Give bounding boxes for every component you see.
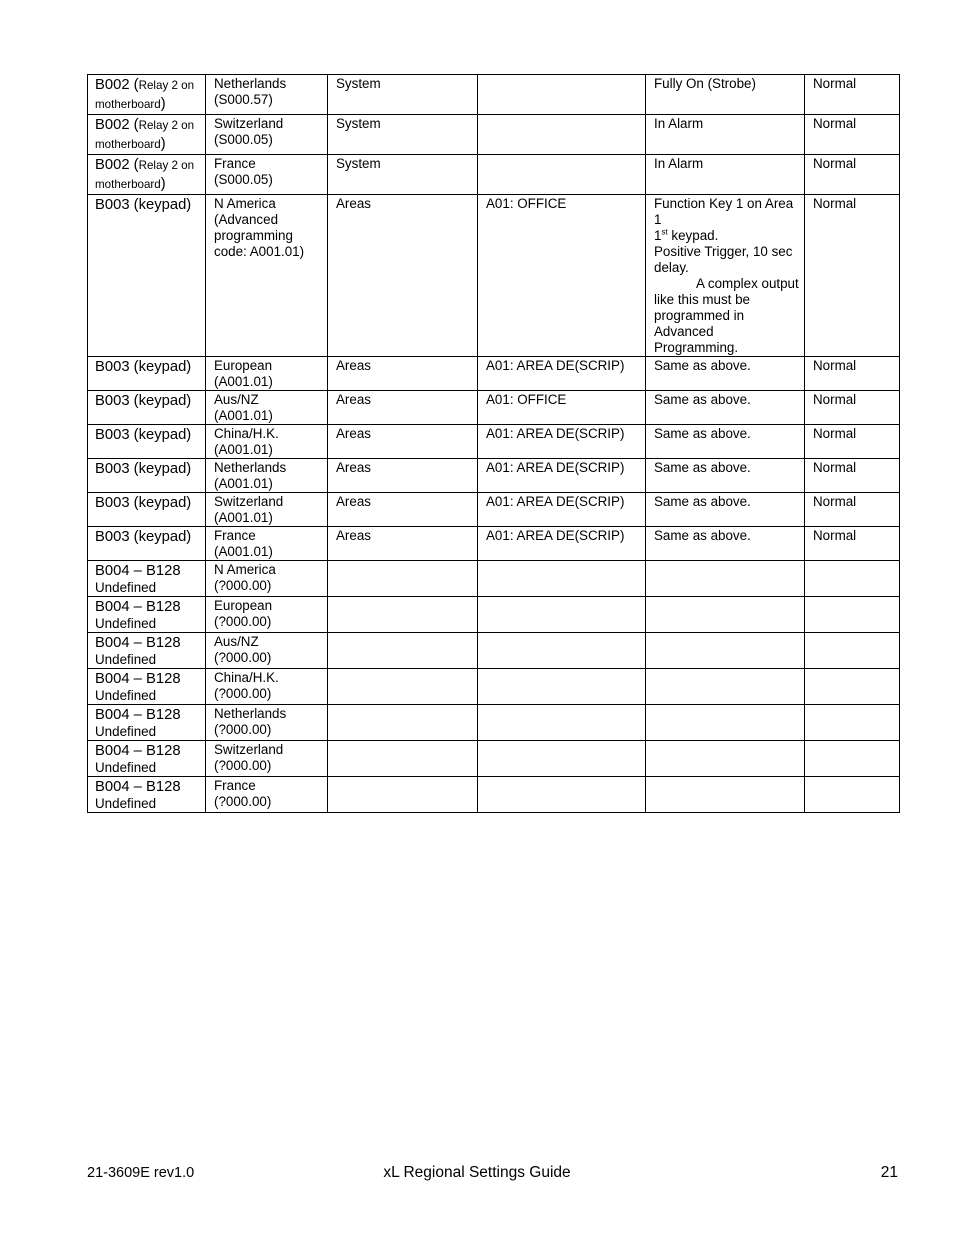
- type-cell: Areas: [328, 459, 478, 493]
- description-cell: [478, 741, 646, 777]
- output-id-cell: B004 – B128 Undefined: [88, 633, 206, 669]
- output-event-cell: In Alarm: [646, 155, 805, 195]
- polarity-cell: [805, 561, 900, 597]
- type-cell: [328, 561, 478, 597]
- description-cell: A01: OFFICE: [478, 195, 646, 357]
- type-cell: System: [328, 75, 478, 115]
- polarity-cell: Normal: [805, 357, 900, 391]
- table-row: [88, 527, 900, 561]
- type-cell: [328, 741, 478, 777]
- type-cell: [328, 669, 478, 705]
- footer-title: xL Regional Settings Guide: [383, 1164, 571, 1181]
- region-cell: Aus/NZ (?000.00): [206, 633, 328, 669]
- description-cell: [478, 633, 646, 669]
- type-cell: System: [328, 115, 478, 155]
- output-event-cell: [646, 777, 805, 813]
- description-cell: A01: AREA DE(SCRIP): [478, 527, 646, 561]
- region-cell: Netherlands (S000.57): [206, 75, 328, 115]
- description-cell: A01: AREA DE(SCRIP): [478, 425, 646, 459]
- table-row: [88, 561, 900, 597]
- output-id-cell: B002 (Relay 2 on motherboard): [88, 115, 206, 155]
- description-cell: [478, 777, 646, 813]
- description-cell: [478, 115, 646, 155]
- table-row: [88, 75, 900, 115]
- table-row: [88, 459, 900, 493]
- output-id-cell: B004 – B128 Undefined: [88, 561, 206, 597]
- description-cell: A01: AREA DE(SCRIP): [478, 493, 646, 527]
- output-event-cell: [646, 633, 805, 669]
- output-id-cell: B003 (keypad): [88, 527, 206, 561]
- output-id-cell: B004 – B128 Undefined: [88, 705, 206, 741]
- output-event-cell: Same as above.: [646, 425, 805, 459]
- output-event-cell: Same as above.: [646, 391, 805, 425]
- output-event-cell: [646, 669, 805, 705]
- type-cell: Areas: [328, 391, 478, 425]
- output-event-cell: Same as above.: [646, 357, 805, 391]
- type-cell: [328, 777, 478, 813]
- output-id-cell: B002 (Relay 2 on motherboard): [88, 155, 206, 195]
- table-row: [88, 425, 900, 459]
- region-cell: Netherlands (A001.01): [206, 459, 328, 493]
- output-event-cell: [646, 741, 805, 777]
- output-id-cell: B003 (keypad): [88, 391, 206, 425]
- region-cell: N America (?000.00): [206, 561, 328, 597]
- polarity-cell: Normal: [805, 195, 900, 357]
- output-id-cell: B004 – B128 Undefined: [88, 741, 206, 777]
- output-event-cell: Fully On (Strobe): [646, 75, 805, 115]
- polarity-cell: Normal: [805, 155, 900, 195]
- region-cell: China/H.K. (A001.01): [206, 425, 328, 459]
- table-row: [88, 705, 900, 741]
- output-event-cell: Same as above.: [646, 527, 805, 561]
- description-cell: A01: AREA DE(SCRIP): [478, 357, 646, 391]
- type-cell: [328, 633, 478, 669]
- output-event-cell: Same as above.: [646, 493, 805, 527]
- table-row: [88, 669, 900, 705]
- description-cell: A01: OFFICE: [478, 391, 646, 425]
- region-cell: European (?000.00): [206, 597, 328, 633]
- region-cell: Switzerland (S000.05): [206, 115, 328, 155]
- description-cell: [478, 597, 646, 633]
- type-cell: Areas: [328, 493, 478, 527]
- table-row: [88, 493, 900, 527]
- polarity-cell: [805, 705, 900, 741]
- region-cell: France (A001.01): [206, 527, 328, 561]
- polarity-cell: Normal: [805, 391, 900, 425]
- polarity-cell: [805, 633, 900, 669]
- polarity-cell: [805, 597, 900, 633]
- output-event-cell: In Alarm: [646, 115, 805, 155]
- output-event-cell: [646, 705, 805, 741]
- table-row: [88, 741, 900, 777]
- polarity-cell: Normal: [805, 493, 900, 527]
- type-cell: Areas: [328, 195, 478, 357]
- description-cell: [478, 561, 646, 597]
- description-cell: A01: AREA DE(SCRIP): [478, 459, 646, 493]
- polarity-cell: [805, 669, 900, 705]
- region-cell: Switzerland (?000.00): [206, 741, 328, 777]
- polarity-cell: Normal: [805, 75, 900, 115]
- region-cell: Switzerland (A001.01): [206, 493, 328, 527]
- region-cell: Netherlands (?000.00): [206, 705, 328, 741]
- polarity-cell: Normal: [805, 115, 900, 155]
- table-row: [88, 195, 900, 357]
- description-cell: [478, 75, 646, 115]
- polarity-cell: Normal: [805, 425, 900, 459]
- table-row: [88, 391, 900, 425]
- region-cell: France (S000.05): [206, 155, 328, 195]
- output-id-cell: B003 (keypad): [88, 357, 206, 391]
- output-id-cell: B004 – B128 Undefined: [88, 597, 206, 633]
- type-cell: Areas: [328, 527, 478, 561]
- output-id-cell: B003 (keypad): [88, 195, 206, 357]
- type-cell: Areas: [328, 425, 478, 459]
- table-row: [88, 155, 900, 195]
- type-cell: [328, 597, 478, 633]
- output-event-cell: Function Key 1 on Area 1 1st keypad. Positive Trigger, 10 sec delay. A complex output like this must be programmed in Advanced Programming.: [646, 195, 805, 357]
- description-cell: [478, 705, 646, 741]
- table-row: [88, 357, 900, 391]
- type-cell: System: [328, 155, 478, 195]
- region-cell: N America (Advanced programming code: A001.01): [206, 195, 328, 357]
- type-cell: [328, 705, 478, 741]
- output-id-cell: B004 – B128 Undefined: [88, 669, 206, 705]
- output-settings-table: [87, 74, 900, 813]
- table-row: [88, 115, 900, 155]
- output-id-cell: B004 – B128 Undefined: [88, 777, 206, 813]
- polarity-cell: Normal: [805, 459, 900, 493]
- table-row: [88, 777, 900, 813]
- output-event-cell: [646, 597, 805, 633]
- region-cell: Aus/NZ (A001.01): [206, 391, 328, 425]
- output-id-cell: B003 (keypad): [88, 425, 206, 459]
- polarity-cell: [805, 741, 900, 777]
- description-cell: [478, 155, 646, 195]
- output-event-cell: Same as above.: [646, 459, 805, 493]
- region-cell: European (A001.01): [206, 357, 328, 391]
- polarity-cell: [805, 777, 900, 813]
- page-number: 21: [880, 1164, 898, 1181]
- output-id-cell: B003 (keypad): [88, 459, 206, 493]
- region-cell: China/H.K. (?000.00): [206, 669, 328, 705]
- table-row: [88, 633, 900, 669]
- output-id-cell: B003 (keypad): [88, 493, 206, 527]
- footer-doc-number: 21-3609E rev1.0: [87, 1165, 195, 1181]
- output-event-cell: [646, 561, 805, 597]
- polarity-cell: Normal: [805, 527, 900, 561]
- description-cell: [478, 669, 646, 705]
- type-cell: Areas: [328, 357, 478, 391]
- table-row: [88, 597, 900, 633]
- output-id-cell: B002 (Relay 2 on motherboard): [88, 75, 206, 115]
- region-cell: France (?000.00): [206, 777, 328, 813]
